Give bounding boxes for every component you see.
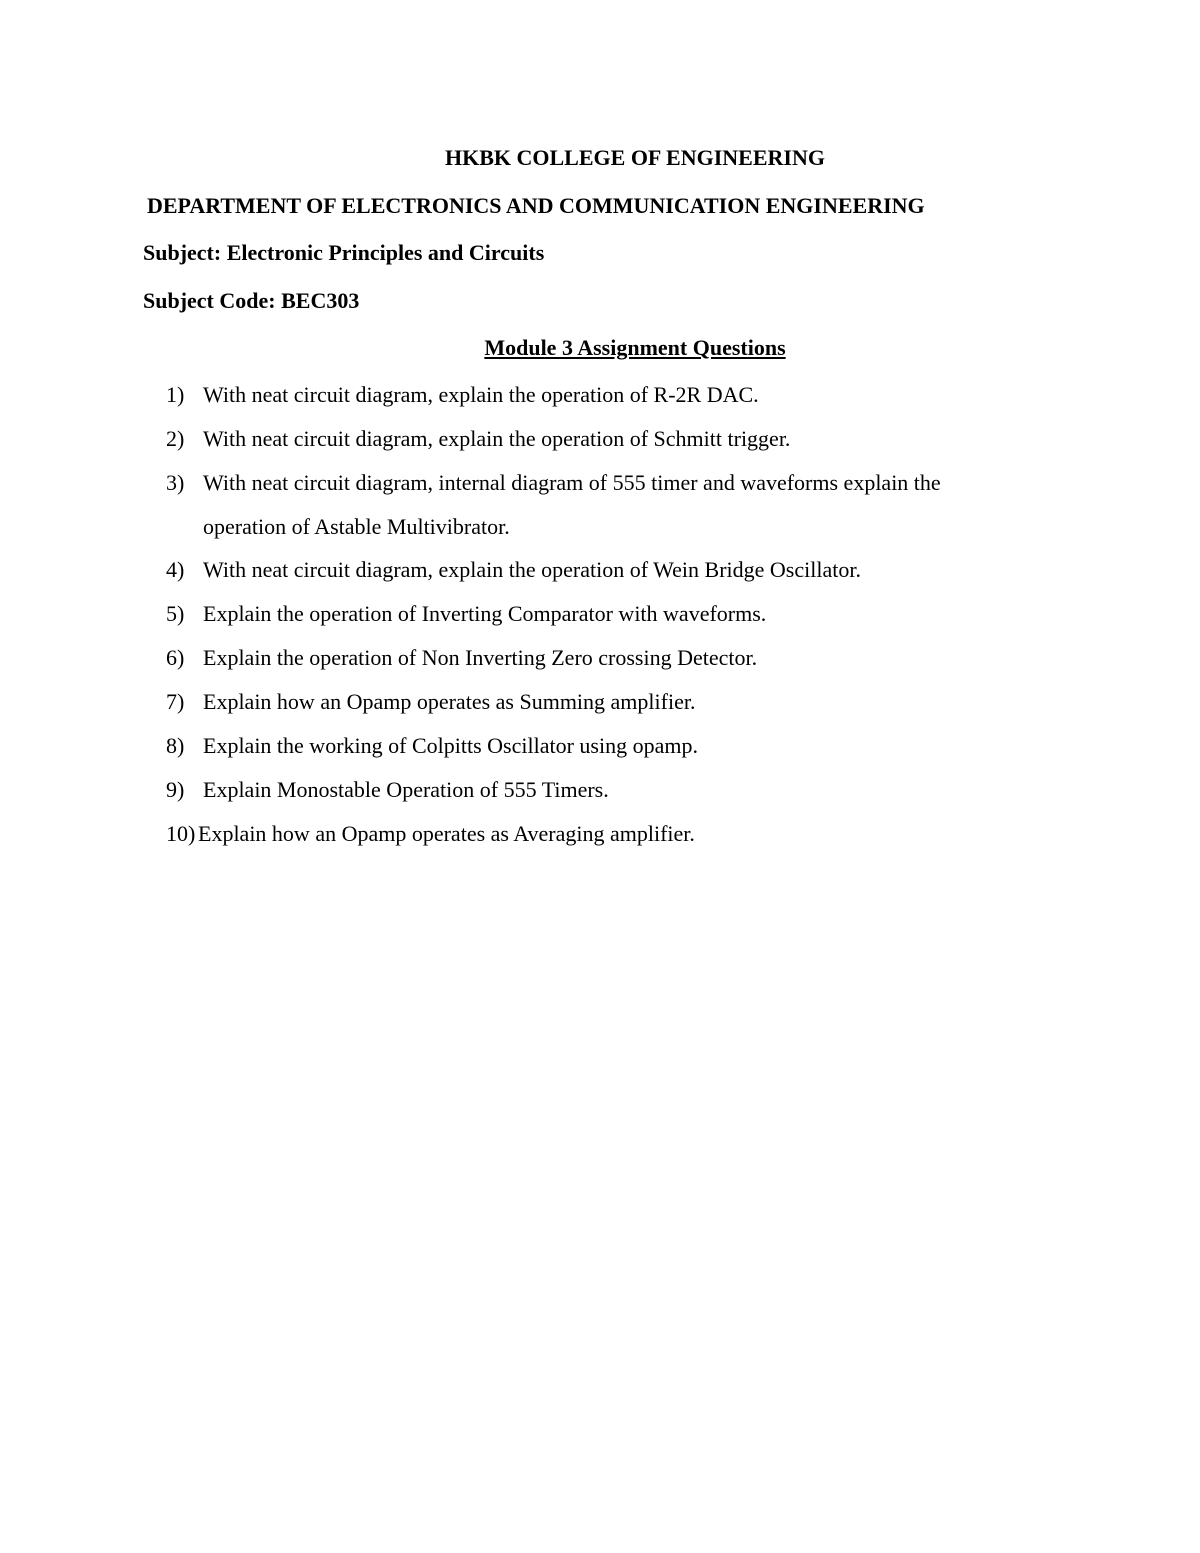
- question-text: Explain how an Opamp operates as Summing amplifier.: [203, 689, 696, 714]
- question-text: Explain the working of Colpitts Oscillator using opamp.: [203, 733, 698, 758]
- question-text: Explain Monostable Operation of 555 Timers.: [203, 777, 609, 802]
- question-number: 4): [166, 557, 185, 582]
- question-number: 9): [166, 777, 185, 802]
- question-number: 5): [166, 601, 185, 626]
- question-text: With neat circuit diagram, explain the operation of Schmitt trigger.: [203, 426, 791, 451]
- question-text: With neat circuit diagram, explain the operation of Wein Bridge Oscillator.: [203, 557, 861, 582]
- question-number: 6): [166, 645, 185, 670]
- question-number: 1): [166, 382, 185, 407]
- college-name: HKBK COLLEGE OF ENGINEERING: [445, 145, 825, 170]
- question-number: 8): [166, 733, 185, 758]
- question-number: 3): [166, 470, 185, 495]
- question-text: With neat circuit diagram, internal diagram of 555 timer and waveforms explain the: [203, 470, 941, 495]
- question-text: Explain the operation of Inverting Comparator with waveforms.: [203, 601, 767, 626]
- question-text: Explain the operation of Non Inverting Zero crossing Detector.: [203, 645, 758, 670]
- question-text: With neat circuit diagram, explain the operation of R-2R DAC.: [203, 382, 759, 407]
- subject-line: Subject: Electronic Principles and Circuits: [143, 240, 545, 265]
- question-number: 7): [166, 689, 185, 714]
- department-name: DEPARTMENT OF ELECTRONICS AND COMMUNICATION ENGINEERING: [147, 193, 925, 218]
- question-text-continuation: operation of Astable Multivibrator.: [203, 514, 510, 539]
- subject-code-line: Subject Code: BEC303: [143, 288, 360, 313]
- question-number: 2): [166, 426, 185, 451]
- module-title: Module 3 Assignment Questions: [484, 335, 786, 360]
- question-number: 10): [166, 821, 196, 846]
- question-text: Explain how an Opamp operates as Averaging amplifier.: [198, 821, 695, 846]
